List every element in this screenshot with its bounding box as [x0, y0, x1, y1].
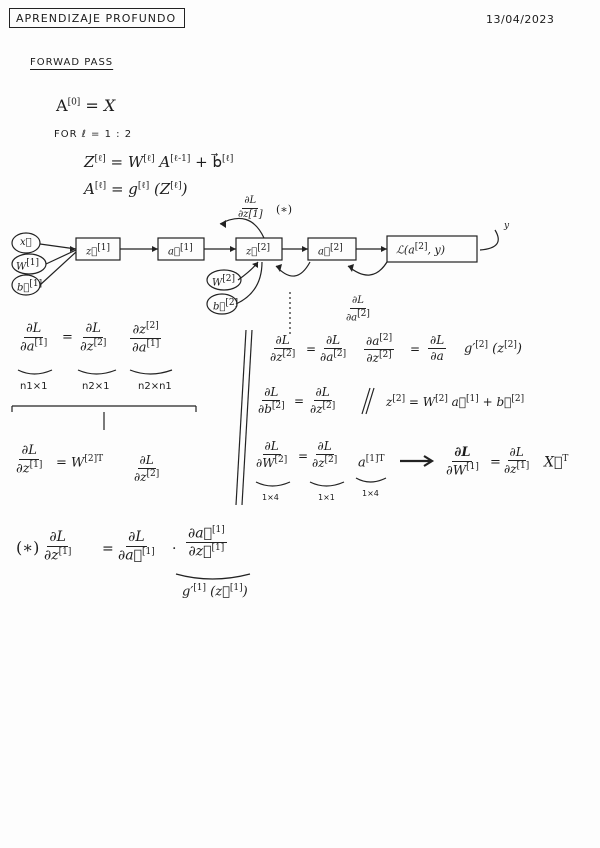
star-ref-frac: $\frac{\partial L}{\partial z[1]}$	[238, 195, 263, 220]
node-loss-label: ℒ(a[2], y)	[396, 242, 446, 257]
left-dim-1: n1×1	[20, 381, 48, 392]
right-dim-1: 1×4	[262, 493, 279, 502]
star-underbrace-label: g′[1] (z⃗[1])	[182, 583, 248, 600]
right-dim-3: 1×4	[362, 489, 379, 498]
left-dim-2: n2×1	[82, 381, 110, 392]
node-b2-label: b⃗[2]	[213, 298, 239, 313]
node-z1-label: z⃗[1]	[86, 243, 111, 258]
node-y-label: y	[504, 221, 510, 231]
forward-loop: FOR ℓ = 1 : 2	[54, 129, 133, 140]
node-w2-label: W[2]	[212, 274, 236, 289]
left-dim-3: n2×n1	[138, 381, 172, 392]
node-a2-label: a⃗[2]	[318, 243, 343, 258]
node-a1-label: a⃗[1]	[168, 243, 193, 258]
right-dim-2: 1×1	[318, 493, 335, 502]
forward-eq-z: Z[ℓ] = W[ℓ] A[ℓ-1] + b⃗[ℓ]	[84, 153, 234, 171]
node-w1-label: W[1]	[16, 258, 40, 273]
backprop-label: $\frac{\partial L}{\partial a[2]}$	[346, 295, 370, 323]
notebook-page: APRENDIZAJE PROFUNDO 13/04/2023 FORWAD PASS A[0] = X FOR ℓ = 1 : 2 Z[ℓ] = W[ℓ] A[ℓ-1] + b⃗[ℓ] A[ℓ] = g[ℓ] (Z[ℓ]) $\frac{\partial L}{\partial z[1]}$ (∗) x⃗ W[1] b⃗[1] z⃗[1] a⃗[1] z⃗[2] a⃗[2] ℒ(a[2], y) W[2] b⃗[2] y $\frac{\partial L}{\partial a[2]}$ $\frac{\partial L}{\partial a^{[1]}}$ = $\frac{\partial L}{\partial z^{[2]}}$ $\frac{\partial z^{[2]}}{\partial a^{[1]}}$ n1×1 n2×1 n2×n1 $\frac{\partial L}{\partial z^{[1]}}$ = $W^{[2]T}$ $\frac{\partial L}{\partial z^{[2]}}$ $\frac{\partial L}{\partial z^{[2]}}$ = $\frac{\partial L}{\partial a^{[2]}}$ $\frac{\partial a^{[2]}}{\partial z^{[2]}}$ = $\frac{\partial L}{\partial a}$ g′[2] (z[2]) $\frac{\partial L}{\partial b^{[2]}}$ = $\frac{\partial L}{\partial z^{[2]}}$ z[2] = W[2] a⃗[1] + b⃗[2] $\frac{\partial L}{\partial W^{[2]}}$ = $\frac{\partial L}{\partial z^{[2]}}$ $a^{[1]T}$ 1×4 1×1 1×4 $\frac{\partial L}{\partial W^{[1]}}$ = $\frac{\partial L}{\partial z^{[1]}}$ X⃗$^T$ (∗) $\frac{\partial L}{\partial z^{[1]}}$ = $\frac{\partial L}{\partial a⃗^{[1]}}$ · $\frac{\partial a⃗^{[1]}}{\partial z⃗^{[1]}}$ g′[1] (z⃗[1])	[0, 0, 600, 848]
date-label: 13/04/2023	[486, 13, 555, 26]
forward-eq-a: A[ℓ] = g[ℓ] (Z[ℓ])	[84, 180, 188, 198]
star-mark: (∗)	[16, 538, 40, 557]
forward-heading: FORWAD PASS	[30, 57, 114, 68]
node-b1-label: b⃗[1]	[17, 279, 43, 294]
forward-init: A[0] = X	[56, 96, 116, 115]
right-z2-def: z[2] = W[2] a⃗[1] + b⃗[2]	[386, 394, 525, 409]
node-x-label: x⃗	[20, 237, 32, 248]
node-z2-label: z⃗[2]	[246, 243, 271, 258]
page-title: APRENDIZAJE PROFUNDO	[16, 12, 177, 25]
star-ref-mark: (∗)	[276, 203, 293, 216]
